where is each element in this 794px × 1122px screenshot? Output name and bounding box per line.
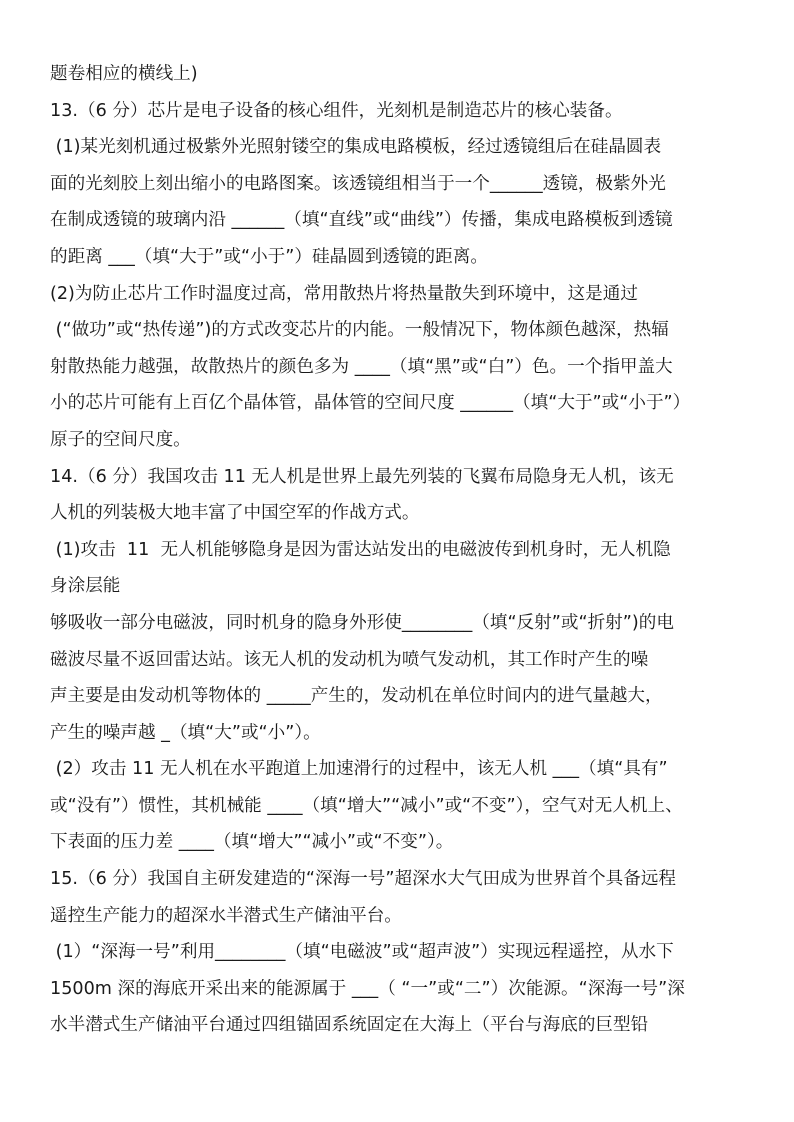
text-line: 下表面的压力差 ____（填“增大”“减小”或“不变”）。	[50, 832, 454, 853]
text-line: 1500m 深的海底开采出来的能源属于 ___（ “一”或“二”）次能源。“深海一号”深	[50, 978, 685, 999]
text-line: 或“没有”）惯性，其机械能 ____（填“增大”“减小”或“不变”），空气对无人机上、	[50, 795, 683, 816]
text-line: 产生的噪声越 _（填“大”或“小”）。	[50, 722, 321, 743]
text-line: 水半潜式生产储油平台通过四组锚固系统固定在大海上（平台与海底的巨型铅	[50, 1015, 649, 1036]
text-line: 在制成透镜的玻璃内沿 ______（填“直线”或“曲线”）传播，集成电路模板到透镜	[50, 210, 673, 231]
text-line: 射散热能力越强，故散热片的颜色多为 ____（填“黑”或“白”）色。一个指甲盖大	[50, 356, 673, 377]
question-14-header: 14.（6 分）我国攻击 11 无人机是世界上最先列装的飞翼布局隐身无人机，该无	[50, 466, 674, 487]
text-line: (1）“深海一号”利用________（填“电磁波”或“超声波”）实现远程遥控，从水下	[50, 942, 674, 963]
text-line: 声主要是由发动机等物体的 _____产生的，发动机在单位时间内的进气量越大，	[50, 686, 663, 707]
text-line: (1)攻击 11 无人机能够隐身是因为雷达站发出的电磁波传到机身时，无人机隐	[50, 539, 671, 560]
text-line: 小的芯片可能有上百亿个晶体管，晶体管的空间尺度 ______（填“大于”或“小于”）	[50, 393, 691, 414]
text-line: 题卷相应的横线上)	[50, 64, 198, 84]
text-line: 磁波尽量不返回雷达站。该无人机的发动机为喷气发动机，其工作时产生的噪	[50, 649, 649, 670]
question-15-header: 15.（6 分）我国自主研发建造的“深海一号”超深水大气田成为世界首个具备远程	[50, 869, 676, 890]
text-line: (1)某光刻机通过极紫外光照射镂空的集成电路模板，经过透镜组后在硅晶圆表	[50, 137, 662, 158]
text-line: 够吸收一部分电磁波，同时机身的隐身外形使________（填“反射”或“折射”)的电	[50, 612, 674, 633]
text-line: (“做功”或“热传递”)的方式改变芯片的内能。一般情况下，物体颜色越深，热辐	[50, 320, 669, 341]
text-line: 身涂层能	[50, 576, 121, 597]
text-line: 的距离 ___（填“大于”或“小于”）硅晶圆到透镜的距离。	[50, 246, 488, 267]
text-line: (2)为防止芯片工作时温度过高，常用散热片将热量散失到环境中，这是通过	[50, 283, 638, 304]
text-line: 原子的空间尺度。	[50, 429, 191, 450]
text-line: (2）攻击 11 无人机在水平跑道上加速滑行的过程中，该无人机 ___（填“具有”	[50, 759, 668, 780]
text-line: 面的光刻胶上刻出缩小的电路图案。该透镜组相当于一个______透镜，极紫外光	[50, 173, 666, 194]
text-line: 人机的列装极大地丰富了中国空军的作战方式。	[50, 503, 420, 524]
text-line: 遥控生产能力的超深水半潜式生产储油平台。	[50, 905, 402, 926]
question-13-header: 13.（6 分）芯片是电子设备的核心组件，光刻机是制造芯片的核心装备。	[50, 100, 623, 121]
